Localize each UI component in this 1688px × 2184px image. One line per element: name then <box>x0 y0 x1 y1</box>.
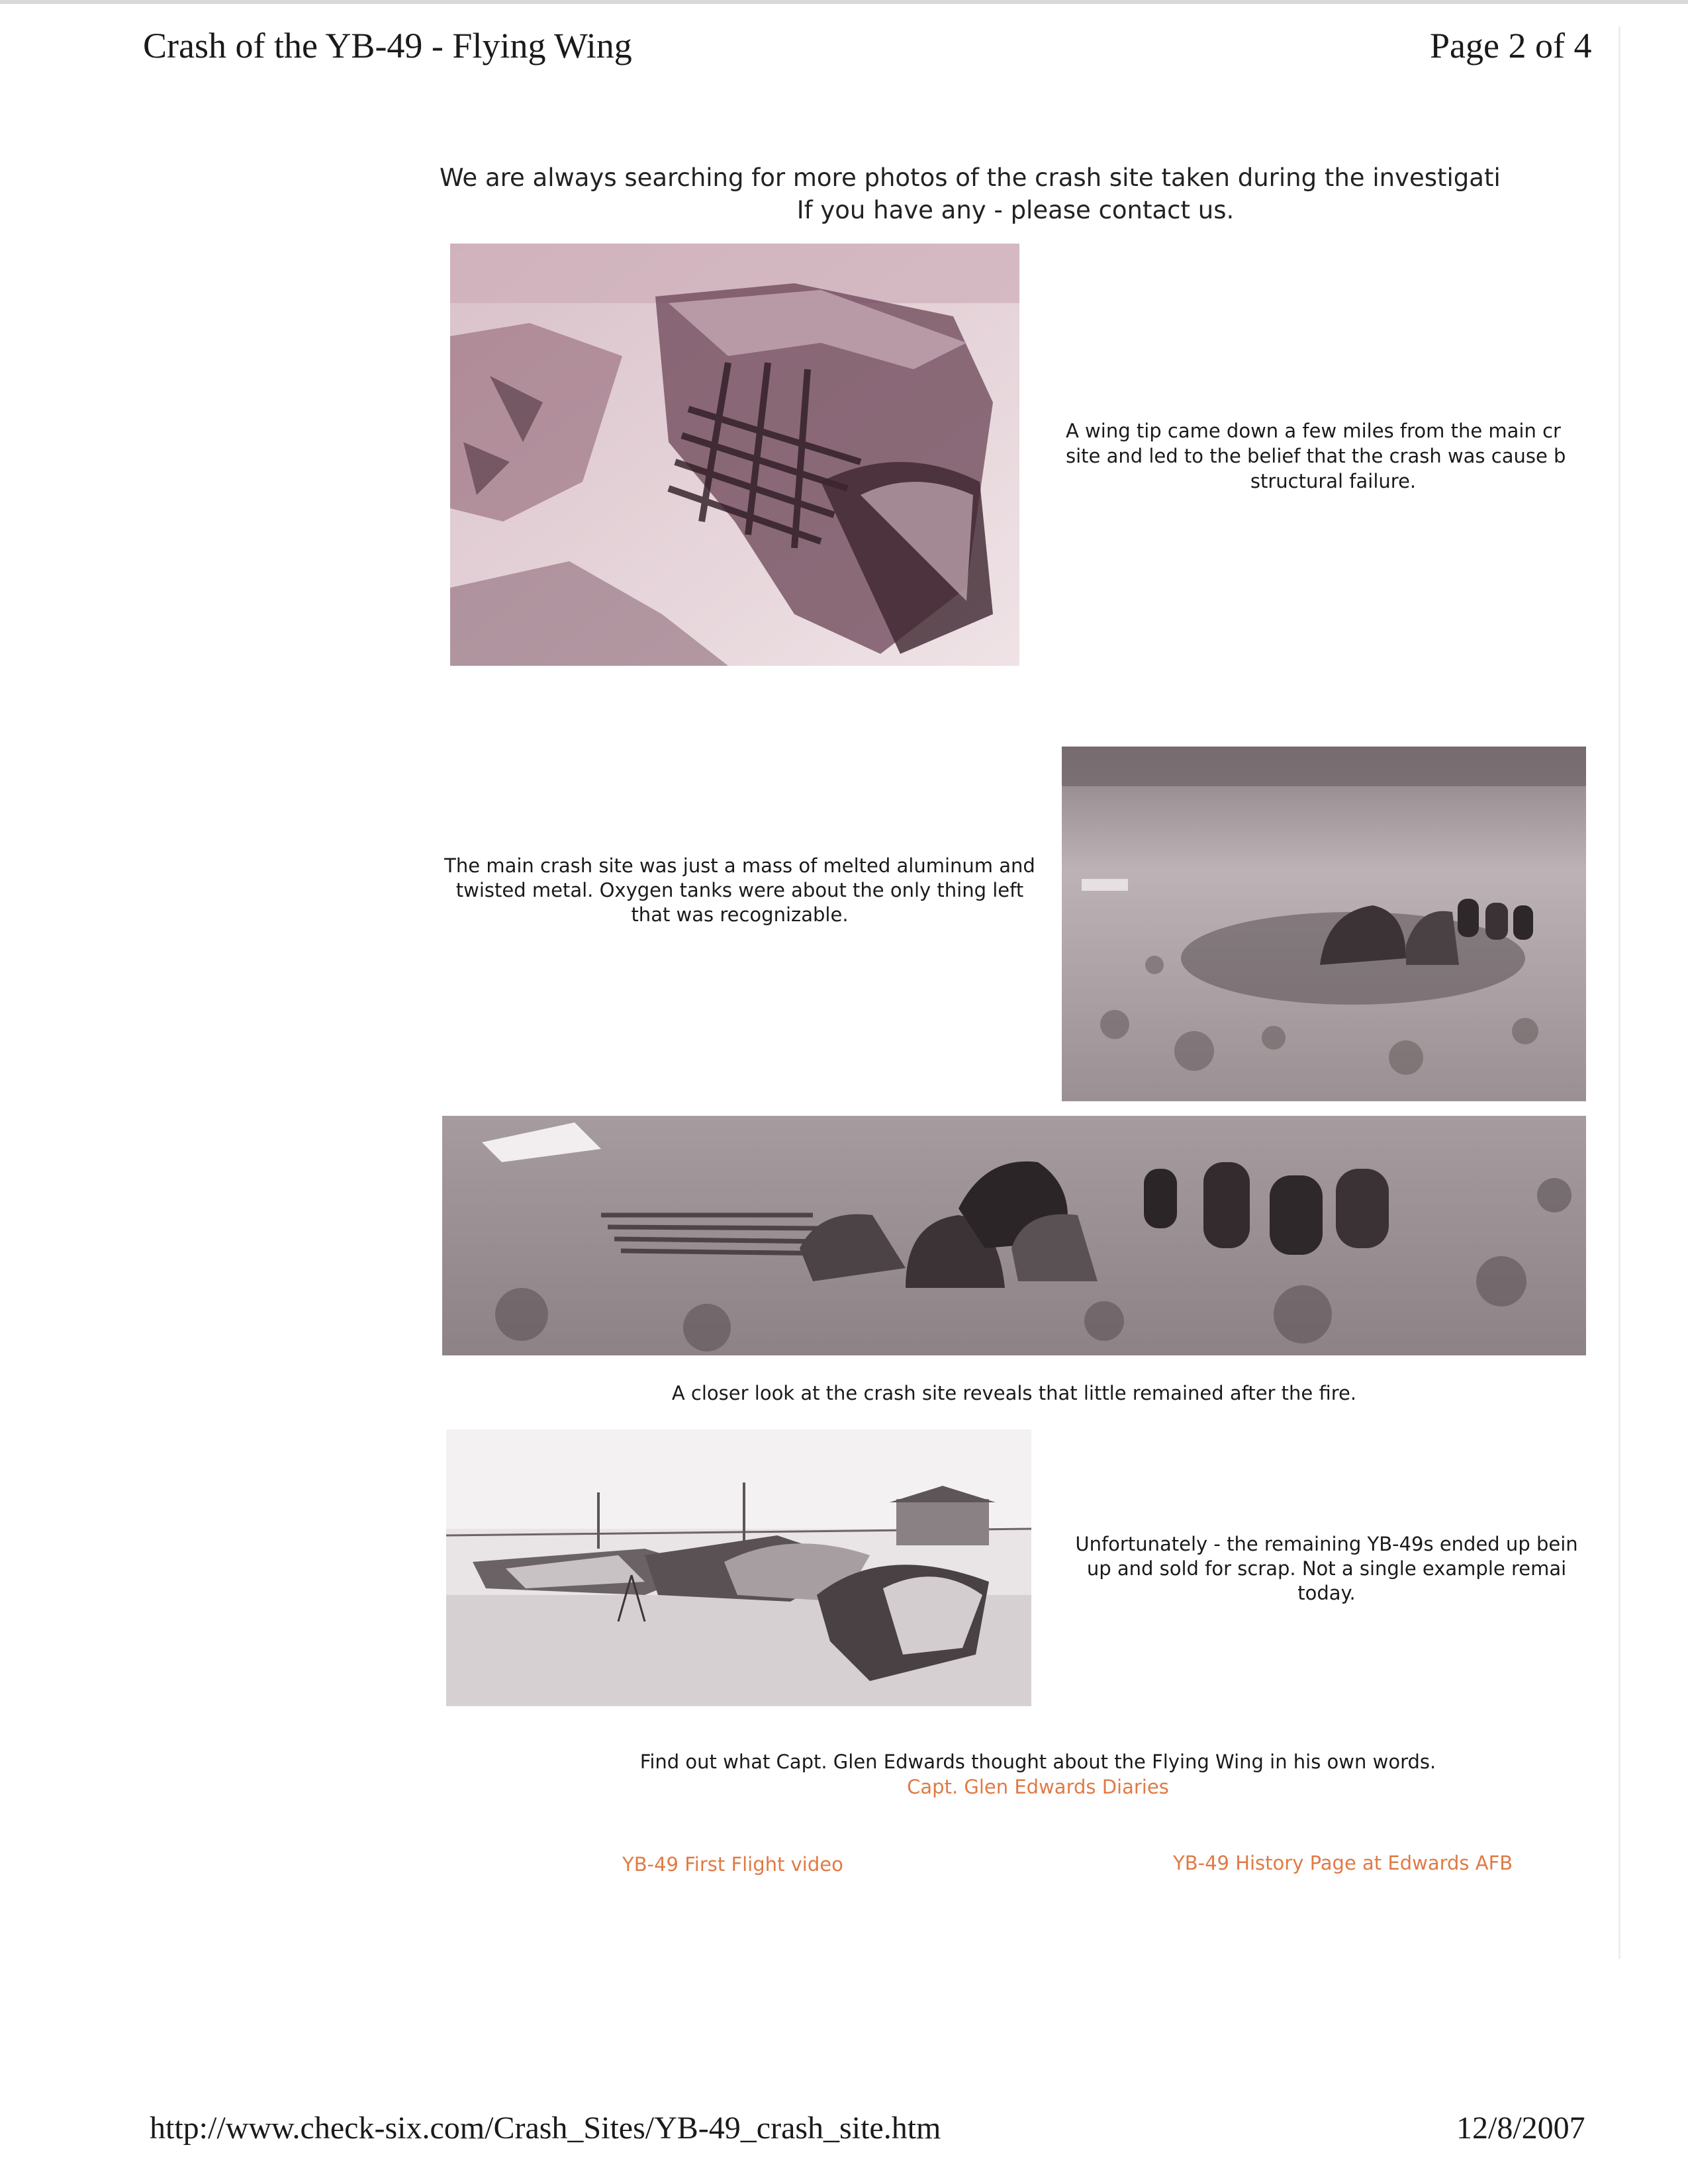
closer-look-photo <box>442 1116 1586 1355</box>
closer-look-caption: A closer look at the crash site reveals that little remained after the fire. <box>671 1382 1357 1404</box>
intro-line-2: If you have any - please contact us. <box>796 196 1235 224</box>
wing-tip-photo <box>450 244 1019 666</box>
diaries-intro-text: Find out what Capt. Glen Edwards thought about the Flying Wing in his own words. <box>639 1751 1436 1773</box>
print-header-title: Crash of the YB-49 - Flying Wing <box>143 26 632 66</box>
wing-tip-caption-line: A wing tip came down a few miles from the main cr <box>1066 420 1561 442</box>
first-flight-video-link[interactable]: YB-49 First Flight video <box>622 1853 843 1876</box>
scrap-yard-caption-line: Unfortunately - the remaining YB-49s ended up bein <box>1075 1533 1578 1555</box>
scrap-yard-photo <box>446 1430 1031 1706</box>
scrap-yard-caption <box>1062 1532 1591 1612</box>
main-crash-site-caption: The main crash site was just a mass of melted aluminum and twisted metal. Oxygen tanks were about the only thing left that was recognizable. <box>444 854 1035 926</box>
print-footer-url: http://www.check-six.com/Crash_Sites/YB-49_crash_site.htm <box>150 2111 941 2146</box>
scrap-yard-caption-line: today. <box>1297 1582 1356 1604</box>
wing-tip-caption-line: site and led to the belief that the crash was cause b <box>1066 445 1566 467</box>
page-top-border <box>0 0 1688 4</box>
intro-line-1: We are always searching for more photos of the crash site taken during the investigati <box>440 163 1501 192</box>
print-footer-date: 12/8/2007 <box>1456 2111 1585 2146</box>
edwards-history-link[interactable]: YB-49 History Page at Edwards AFB <box>1173 1852 1513 1874</box>
diaries-link[interactable]: Capt. Glen Edwards Diaries <box>907 1776 1169 1798</box>
intro-text <box>440 161 1591 234</box>
page-right-border <box>1618 26 1620 1959</box>
print-header-page-number: Page 2 of 4 <box>1430 26 1592 66</box>
wing-tip-caption-line: structural failure. <box>1250 470 1417 492</box>
wing-tip-caption <box>1066 418 1601 498</box>
scrap-yard-caption-line: up and sold for scrap. Not a single example remai <box>1086 1557 1567 1580</box>
main-crash-site-photo <box>1062 747 1586 1101</box>
